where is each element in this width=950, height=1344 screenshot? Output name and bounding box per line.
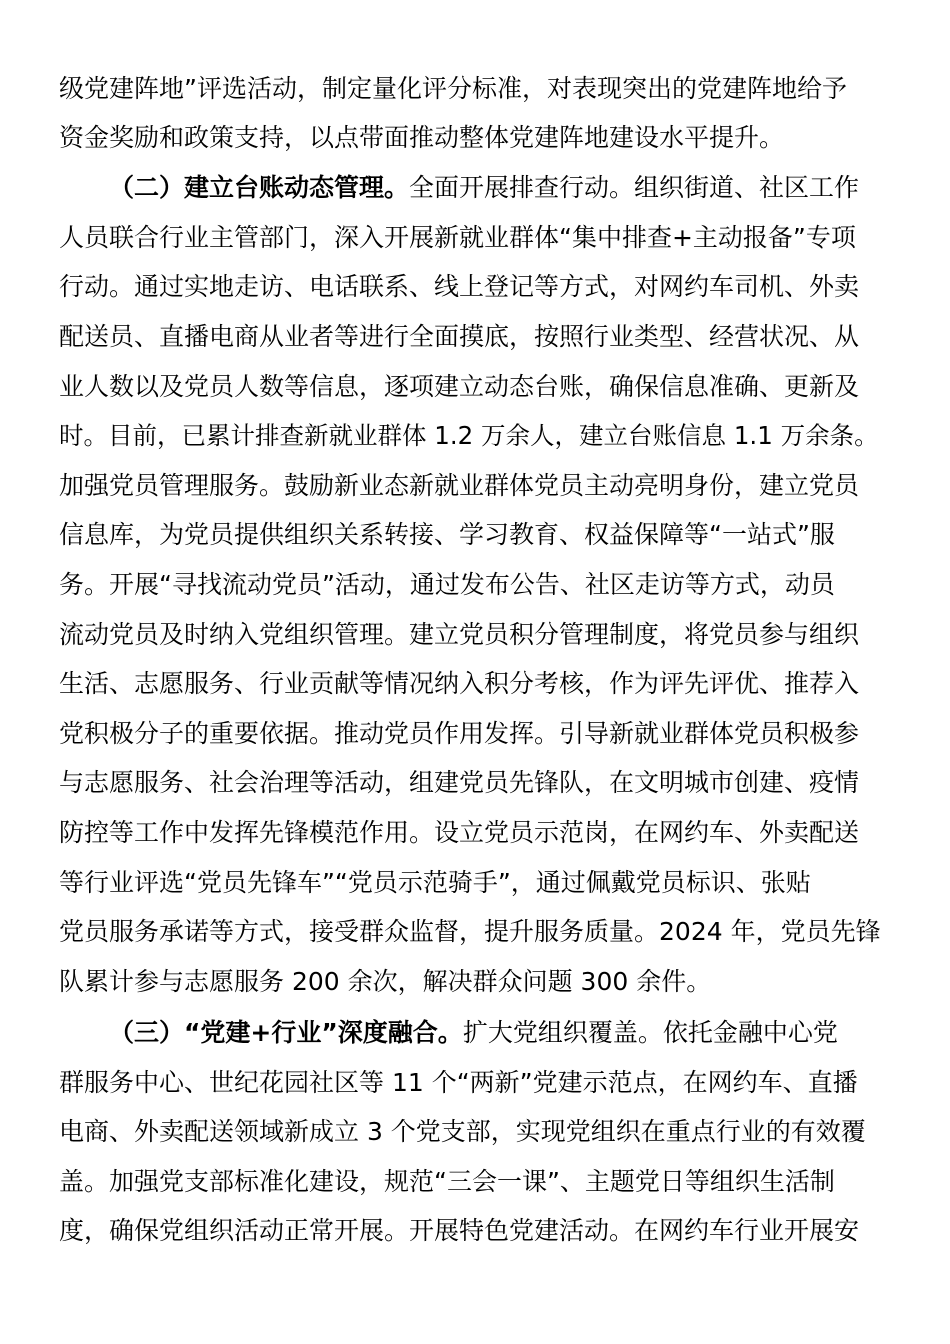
text-line: 防控等工作中发挥先锋模范作用。设立党员示范岗，在网约车、外卖配送 [59, 818, 860, 847]
text-line: 队累计参与志愿服务 200 余次，解决群众问题 300 余件。 [59, 967, 712, 996]
text-line: 资金奖励和政策支持，以点带面推动整体党建阵地建设水平提升。 [59, 123, 785, 152]
section-heading-2: （二）建立台账动态管理。 [109, 173, 410, 202]
text-line: 配送员、直播电商从业者等进行全面摸底，按照行业类型、经营状况、从 [59, 322, 860, 351]
section-heading-3: （三）“党建+行业”深度融合。 [109, 1018, 463, 1047]
text-line: 与志愿服务、社会治理等活动，组建党员先锋队，在文明城市创建、疫情 [59, 768, 860, 797]
text-line: 生活、志愿服务、行业贡献等情况纳入积分考核，作为评先评优、推荐入 [59, 669, 860, 698]
text-line: 电商、外卖配送领域新成立 3 个党支部，实现党组织在重点行业的有效覆 [59, 1117, 866, 1146]
text-line: 全面开展排查行动。组织街道、社区工作 [409, 173, 860, 202]
text-line: 信息库，为党员提供组织关系转接、学习教育、权益保障等“一站式”服 [59, 520, 835, 549]
text-line: 流动党员及时纳入党组织管理。建立党员积分管理制度，将党员参与组织 [59, 620, 860, 649]
text-line: 业人数以及党员人数等信息，逐项建立动态台账，确保信息准确、更新及 [59, 372, 860, 401]
section-2-first-line [109, 163, 894, 213]
text-line: 等行业评选“党员先锋车”“党员示范骑手”，通过佩戴党员标识、张贴 [59, 868, 811, 897]
text-line: 级党建阵地”评选活动，制定量化评分标准，对表现突出的党建阵地给予 [59, 74, 847, 103]
text-line: 人员联合行业主管部门，深入开展新就业群体“集中排查+主动报备”专项 [59, 223, 856, 252]
text-line: 盖。加强党支部标准化建设，规范“三会一课”、主题党日等组织生活制 [59, 1167, 835, 1196]
text-line: 群服务中心、世纪花园社区等 11 个“两新”党建示范点，在网约车、直播 [59, 1068, 858, 1097]
text-line: 加强党员管理服务。鼓励新业态新就业群体党员主动亮明身份，建立党员 [59, 471, 860, 500]
text-line: 时。目前，已累计排查新就业群体 1.2 万余人，建立台账信息 1.1 万余条。 [59, 421, 879, 450]
text-line: 行动。通过实地走访、电话联系、线上登记等方式，对网约车司机、外卖 [59, 272, 860, 301]
text-line: 党积极分子的重要依据。推动党员作用发挥。引导新就业群体党员积极参 [59, 719, 860, 748]
section-3-first-line [109, 1008, 894, 1058]
text-line: 扩大党组织覆盖。依托金融中心党 [462, 1018, 838, 1047]
text-line: 党员服务承诺等方式，接受群众监督，提升服务质量。2024 年，党员先锋 [59, 917, 881, 946]
text-line: 务。开展“寻找流动党员”活动，通过发布公告、社区走访等方式，动员 [59, 570, 835, 599]
text-line: 度，确保党组织活动正常开展。开展特色党建活动。在网约车行业开展安 [59, 1216, 860, 1245]
